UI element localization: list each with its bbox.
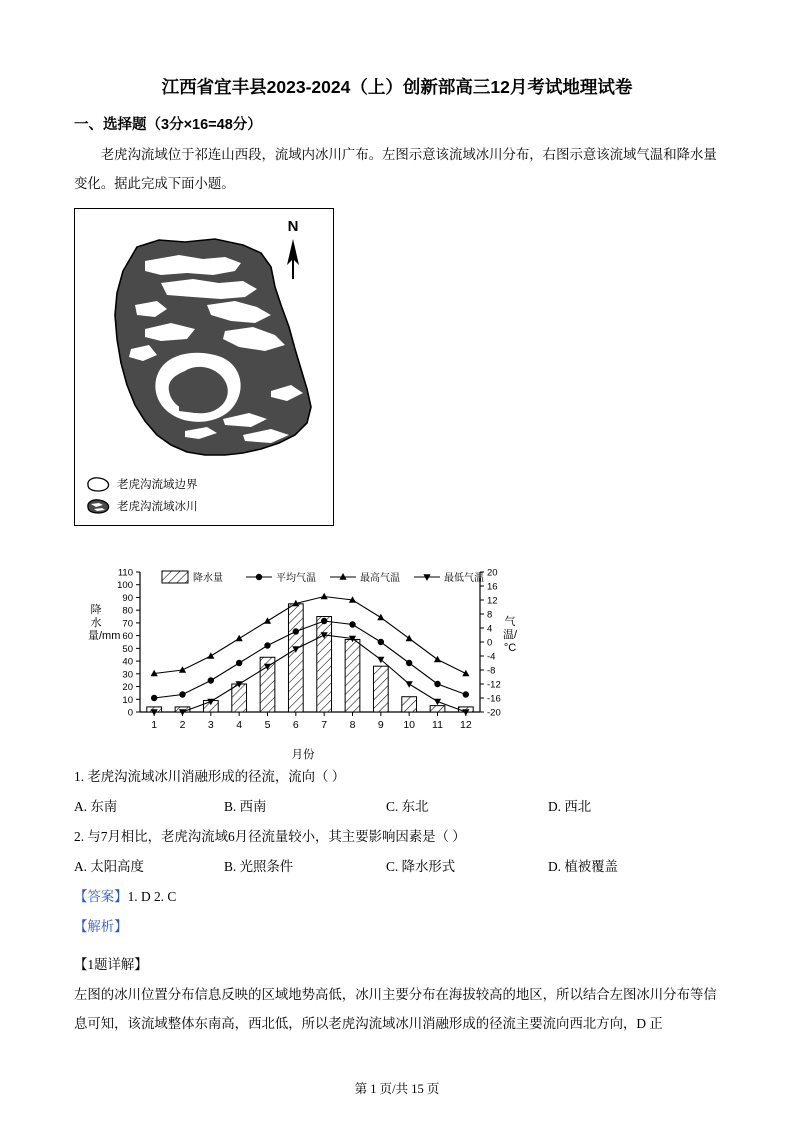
page-footer: 第 1 页/共 15 页 [354, 1082, 440, 1096]
svg-text:0: 0 [127, 707, 133, 719]
figure-climate-chart [88, 544, 518, 762]
legend-item [85, 473, 198, 495]
answer-line [74, 882, 720, 912]
climate-chart-svg [88, 544, 518, 744]
question-1-stem: 1. 老虎沟流域冰川消融形成的径流，流向（ ） [74, 769, 346, 784]
svg-text:10: 10 [403, 719, 416, 731]
svg-text:2: 2 [179, 719, 186, 731]
svg-text:3: 3 [207, 719, 214, 731]
svg-text:70: 70 [122, 618, 133, 630]
analysis-tag: 【解析】 [74, 919, 128, 934]
analysis-detail-heading: 【1题详解】 [74, 957, 148, 972]
svg-text:12: 12 [487, 595, 498, 607]
svg-text:5: 5 [264, 719, 271, 731]
svg-text:9: 9 [377, 719, 384, 731]
option-c[interactable]: C. 东北 [386, 799, 429, 814]
svg-text:4: 4 [487, 623, 493, 635]
svg-text:20: 20 [122, 682, 133, 694]
svg-text:-8: -8 [487, 665, 496, 677]
answer-items: 1. D 2. C [127, 889, 177, 904]
svg-text:-12: -12 [487, 679, 501, 691]
svg-text:8: 8 [487, 609, 493, 621]
section-heading: 一、选择题（3分×16=48分） [74, 117, 262, 133]
figure-basin-map [74, 208, 720, 526]
svg-text:8: 8 [349, 719, 356, 731]
legend-label: 老虎沟流域冰川 [117, 501, 198, 513]
svg-text:30: 30 [122, 669, 133, 681]
chart-xlabel: 月份 [291, 749, 315, 761]
question-1-options [74, 792, 720, 822]
answer-tag: 【答案】 [74, 889, 128, 904]
svg-text:最高气温: 最高气温 [360, 573, 400, 584]
svg-text:-20: -20 [487, 707, 501, 719]
svg-text:6: 6 [292, 719, 299, 731]
passage-intro: 老虎沟流域位于祁连山西段，流域内冰川广布。左图示意该流域冰川分布，右图示意该流域气温和降水量变化。据此完成下面小题。 [74, 147, 717, 191]
svg-text:110: 110 [117, 567, 133, 579]
svg-text:12: 12 [459, 719, 472, 731]
svg-text:80: 80 [122, 605, 133, 617]
svg-text:-16: -16 [487, 693, 501, 705]
svg-text:40: 40 [122, 656, 133, 668]
option-a[interactable]: A. 太阳高度 [74, 859, 144, 874]
svg-text:N: N [287, 218, 299, 235]
svg-text:7: 7 [321, 719, 328, 731]
svg-text:1: 1 [151, 719, 158, 731]
question-2-stem: 2. 与7月相比，老虎沟流域6月径流量较小，其主要影响因素是（ ） [74, 829, 466, 844]
svg-text:100: 100 [117, 580, 133, 592]
chart-ylabel-right: 气温/°C [502, 616, 518, 654]
svg-text:-4: -4 [487, 651, 496, 663]
chart-ylabel-left: 降水量/mm [88, 604, 121, 642]
svg-text:4: 4 [236, 719, 243, 731]
svg-text:11: 11 [432, 719, 443, 731]
svg-text:降水量: 降水量 [193, 573, 223, 584]
map-legend [85, 473, 198, 517]
basin-outline-icon [85, 476, 111, 492]
page-title: 江西省宜丰县2023-2024（上）创新部高三12月考试地理试卷 [161, 77, 633, 97]
basin-map-frame [74, 208, 334, 526]
legend-label: 老虎沟流域边界 [117, 479, 198, 491]
option-d[interactable]: D. 植被覆盖 [548, 859, 618, 874]
question-2-options [74, 852, 720, 882]
analysis-detail-body: 左图的冰川位置分布信息反映的区域地势高低，冰川主要分布在海拔较高的地区，所以结合左图冰川分布等信息可知，该流域整体东南高，西北低，所以老虎沟流域冰川消融形成的径流主要流向西北方向，D 正 [74, 987, 717, 1031]
svg-text:10: 10 [122, 694, 133, 706]
option-b[interactable]: B. 光照条件 [224, 859, 294, 874]
svg-text:20: 20 [487, 567, 498, 579]
svg-text:最低气温: 最低气温 [444, 573, 484, 584]
svg-text:90: 90 [122, 592, 133, 604]
legend-item [85, 495, 198, 517]
svg-text:0: 0 [487, 637, 493, 649]
option-c[interactable]: C. 降水形式 [386, 859, 456, 874]
option-b[interactable]: B. 西南 [224, 799, 267, 814]
north-arrow-icon [287, 218, 299, 279]
svg-text:60: 60 [122, 631, 133, 643]
option-a[interactable]: A. 东南 [74, 799, 118, 814]
glacier-patch-icon [85, 498, 111, 514]
svg-text:50: 50 [122, 643, 133, 655]
svg-text:16: 16 [487, 581, 498, 593]
option-d[interactable]: D. 西北 [548, 799, 592, 814]
svg-text:平均气温: 平均气温 [276, 573, 316, 584]
